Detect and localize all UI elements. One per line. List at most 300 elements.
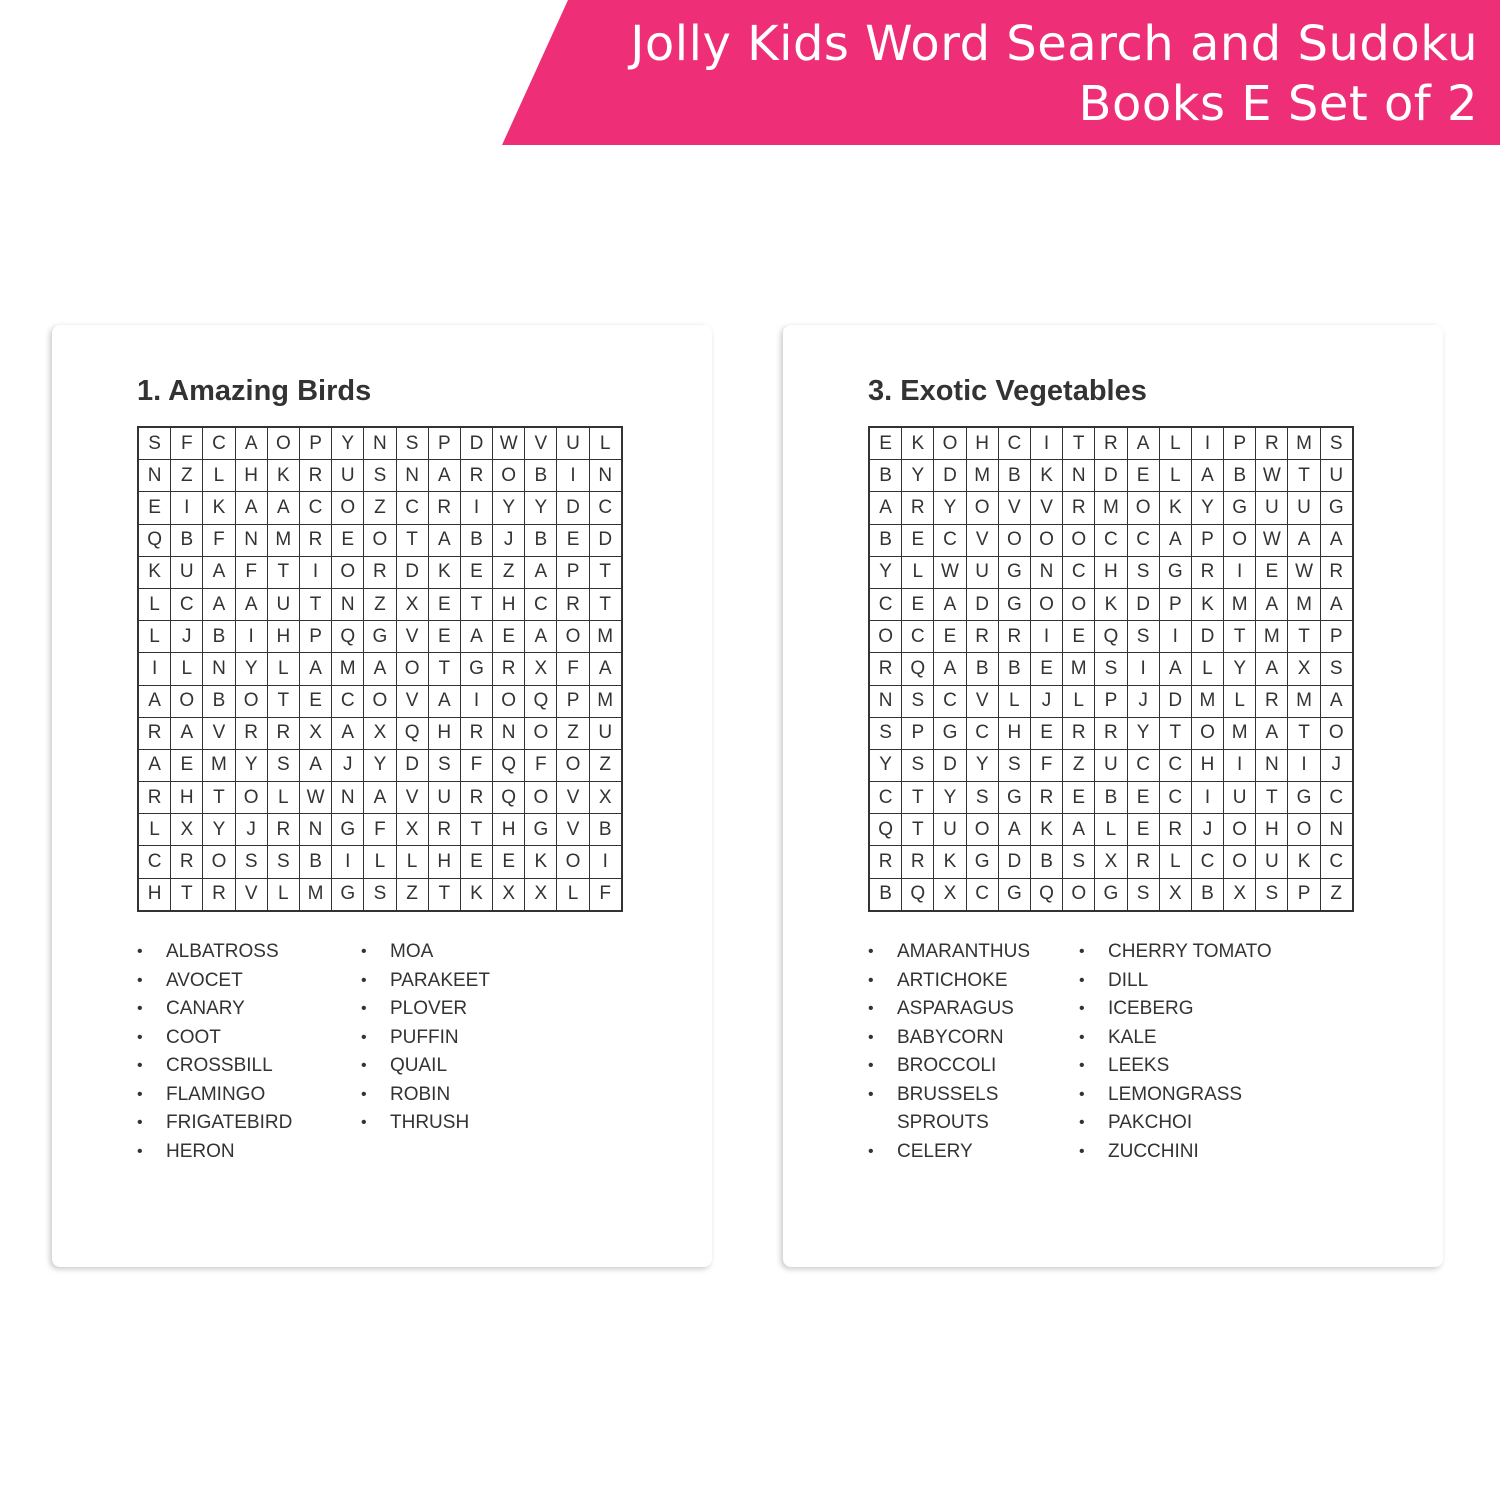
grid-cell: N	[589, 460, 622, 492]
grid-row	[869, 782, 1353, 814]
word-search-grid	[137, 426, 623, 912]
grid-cell: I	[1224, 556, 1256, 588]
grid-cell: M	[203, 749, 235, 781]
grid-cell: U	[557, 427, 589, 460]
grid-cell: S	[267, 846, 299, 878]
grid-cell: N	[235, 524, 267, 556]
grid-cell: E	[1127, 782, 1159, 814]
word-list-item: • AMARANTHUS	[868, 938, 1030, 967]
grid-cell: H	[966, 427, 998, 460]
word-list-item: • ZUCCHINI	[1079, 1138, 1272, 1167]
grid-cell: T	[203, 782, 235, 814]
grid-cell: A	[1320, 685, 1353, 717]
grid-cell: H	[428, 717, 460, 749]
grid-cell: I	[1030, 621, 1062, 653]
grid-cell: O	[203, 846, 235, 878]
grid-cell: G	[1320, 492, 1353, 524]
grid-cell: K	[203, 492, 235, 524]
grid-cell: O	[1030, 524, 1062, 556]
grid-row	[869, 492, 1353, 524]
grid-cell: F	[589, 878, 622, 911]
grid-cell: T	[428, 653, 460, 685]
word-list-item: • THRUSH	[361, 1109, 490, 1138]
grid-cell: Z	[364, 492, 396, 524]
grid-cell: K	[267, 460, 299, 492]
grid-cell: V	[966, 524, 998, 556]
grid-cell: Y	[332, 427, 364, 460]
grid-cell: R	[869, 653, 902, 685]
grid-cell: R	[1320, 556, 1353, 588]
word-list-item: • KALE	[1079, 1024, 1272, 1053]
grid-cell: V	[557, 814, 589, 846]
grid-cell: D	[460, 427, 492, 460]
title-banner	[0, 0, 1500, 145]
grid-cell: R	[299, 524, 331, 556]
grid-cell: U	[589, 717, 622, 749]
grid-cell: B	[998, 460, 1030, 492]
grid-cell: K	[460, 878, 492, 911]
grid-cell: D	[934, 749, 966, 781]
grid-cell: N	[203, 653, 235, 685]
word-list-item: • COOT	[137, 1024, 292, 1053]
grid-cell: Q	[493, 749, 525, 781]
grid-cell: Q	[332, 621, 364, 653]
grid-row	[138, 749, 622, 781]
grid-row	[138, 814, 622, 846]
grid-row	[138, 846, 622, 878]
grid-cell: H	[1095, 556, 1127, 588]
grid-cell: K	[1191, 588, 1223, 620]
grid-cell: T	[589, 588, 622, 620]
grid-cell: W	[1256, 460, 1288, 492]
grid-row	[138, 653, 622, 685]
grid-cell: O	[267, 427, 299, 460]
grid-cell: Y	[235, 653, 267, 685]
word-list-item: SPROUTS	[897, 1112, 989, 1133]
grid-row	[138, 782, 622, 814]
grid-cell: P	[1159, 588, 1191, 620]
grid-cell: E	[428, 588, 460, 620]
word-list-column-2	[361, 938, 490, 1138]
grid-cell: C	[869, 588, 902, 620]
grid-cell: G	[998, 878, 1030, 911]
grid-cell: C	[1127, 524, 1159, 556]
grid-cell: A	[934, 653, 966, 685]
grid-row	[138, 588, 622, 620]
puzzle-page-birds	[52, 325, 712, 1267]
grid-cell: K	[1030, 814, 1062, 846]
grid-cell: A	[1256, 717, 1288, 749]
grid-cell: K	[525, 846, 557, 878]
word-list-item: • BROCCOLI	[868, 1052, 1030, 1081]
grid-cell: S	[1127, 556, 1159, 588]
grid-cell: N	[396, 460, 428, 492]
grid-cell: A	[299, 653, 331, 685]
grid-cell: R	[902, 492, 934, 524]
grid-cell: E	[332, 524, 364, 556]
grid-cell: O	[1030, 588, 1062, 620]
grid-cell: B	[299, 846, 331, 878]
grid-cell: O	[493, 460, 525, 492]
grid-cell: S	[364, 878, 396, 911]
grid-cell: L	[396, 846, 428, 878]
grid-cell: E	[171, 749, 203, 781]
grid-cell: C	[1320, 782, 1353, 814]
grid-cell: R	[557, 588, 589, 620]
grid-cell: S	[869, 717, 902, 749]
grid-cell: G	[934, 717, 966, 749]
grid-cell: M	[1288, 588, 1320, 620]
grid-cell: F	[1030, 749, 1062, 781]
grid-row	[869, 685, 1353, 717]
grid-cell: A	[1191, 460, 1223, 492]
grid-cell: O	[1224, 846, 1256, 878]
grid-cell: C	[203, 427, 235, 460]
grid-cell: R	[1191, 556, 1223, 588]
grid-cell: T	[460, 588, 492, 620]
grid-cell: A	[1063, 814, 1095, 846]
grid-cell: S	[364, 460, 396, 492]
grid-cell: S	[1320, 653, 1353, 685]
grid-cell: O	[966, 814, 998, 846]
grid-cell: E	[1127, 460, 1159, 492]
grid-cell: G	[998, 782, 1030, 814]
grid-cell: H	[1191, 749, 1223, 781]
grid-cell: Y	[1224, 653, 1256, 685]
grid-cell: J	[1191, 814, 1223, 846]
grid-cell: I	[1288, 749, 1320, 781]
grid-cell: X	[525, 878, 557, 911]
grid-cell: O	[869, 621, 902, 653]
grid-cell: K	[1030, 460, 1062, 492]
grid-row	[138, 460, 622, 492]
grid-cell: P	[557, 556, 589, 588]
grid-cell: Y	[966, 749, 998, 781]
grid-cell: Q	[1095, 621, 1127, 653]
grid-row	[869, 749, 1353, 781]
grid-cell: G	[1288, 782, 1320, 814]
grid-cell: F	[557, 653, 589, 685]
grid-cell: Q	[396, 717, 428, 749]
grid-cell: N	[1030, 556, 1062, 588]
grid-row	[138, 524, 622, 556]
grid-cell: V	[396, 782, 428, 814]
grid-cell: T	[267, 685, 299, 717]
grid-cell: H	[171, 782, 203, 814]
word-list-item: • ROBIN	[361, 1081, 490, 1110]
grid-cell: B	[869, 878, 902, 911]
grid-cell: C	[966, 717, 998, 749]
grid-cell: R	[493, 653, 525, 685]
grid-cell: C	[1127, 749, 1159, 781]
grid-cell: U	[267, 588, 299, 620]
banner-title-line2: Books E Set of 2	[1078, 76, 1478, 132]
grid-row	[869, 427, 1353, 460]
grid-cell: A	[1159, 524, 1191, 556]
grid-cell: O	[1127, 492, 1159, 524]
grid-row	[138, 556, 622, 588]
grid-cell: N	[364, 427, 396, 460]
grid-cell: R	[1063, 717, 1095, 749]
grid-cell: D	[1127, 588, 1159, 620]
grid-cell: L	[902, 556, 934, 588]
grid-row	[138, 878, 622, 911]
grid-cell: V	[557, 782, 589, 814]
grid-cell: A	[1320, 588, 1353, 620]
grid-cell: S	[428, 749, 460, 781]
grid-cell: A	[1320, 524, 1353, 556]
grid-cell: A	[235, 492, 267, 524]
word-list-item: • LEEKS	[1079, 1052, 1272, 1081]
grid-cell: O	[934, 427, 966, 460]
grid-cell: A	[332, 717, 364, 749]
grid-cell: O	[557, 621, 589, 653]
word-list-item: • ARTICHOKE	[868, 967, 1030, 996]
grid-cell: T	[460, 814, 492, 846]
grid-cell: C	[1159, 749, 1191, 781]
grid-cell: C	[966, 878, 998, 911]
grid-cell: O	[364, 524, 396, 556]
grid-cell: P	[1191, 524, 1223, 556]
grid-cell: X	[1224, 878, 1256, 911]
grid-cell: Z	[589, 749, 622, 781]
grid-cell: H	[235, 460, 267, 492]
grid-cell: T	[1159, 717, 1191, 749]
grid-cell: N	[1063, 460, 1095, 492]
grid-row	[869, 878, 1353, 911]
grid-cell: O	[998, 524, 1030, 556]
grid-cell: A	[869, 492, 902, 524]
grid-cell: I	[460, 492, 492, 524]
grid-cell: Z	[171, 460, 203, 492]
grid-cell: A	[525, 621, 557, 653]
grid-cell: E	[1256, 556, 1288, 588]
grid-cell: U	[332, 460, 364, 492]
grid-cell: O	[1063, 878, 1095, 911]
grid-cell: L	[998, 685, 1030, 717]
word-list-item: • CROSSBILL	[137, 1052, 292, 1081]
grid-cell: C	[934, 685, 966, 717]
grid-cell: T	[428, 878, 460, 911]
grid-row	[869, 588, 1353, 620]
grid-cell: R	[1095, 427, 1127, 460]
grid-cell: L	[138, 621, 171, 653]
grid-cell: E	[1030, 653, 1062, 685]
puzzle-title: 1. Amazing Birds	[137, 375, 372, 407]
grid-cell: A	[203, 588, 235, 620]
grid-cell: B	[589, 814, 622, 846]
grid-cell: R	[428, 814, 460, 846]
grid-cell: N	[299, 814, 331, 846]
grid-cell: V	[1030, 492, 1062, 524]
grid-cell: N	[332, 588, 364, 620]
grid-cell: Q	[525, 685, 557, 717]
grid-cell: H	[138, 878, 171, 911]
grid-cell: X	[493, 878, 525, 911]
grid-cell: L	[1095, 814, 1127, 846]
grid-cell: O	[525, 717, 557, 749]
word-list-item: • FLAMINGO	[137, 1081, 292, 1110]
grid-cell: Y	[902, 460, 934, 492]
grid-cell: E	[557, 524, 589, 556]
grid-cell: C	[998, 427, 1030, 460]
grid-cell: M	[1288, 427, 1320, 460]
grid-cell: X	[1159, 878, 1191, 911]
grid-cell: M	[589, 621, 622, 653]
word-list-item: • PAKCHOI	[1079, 1109, 1272, 1138]
grid-cell: Q	[902, 653, 934, 685]
word-list-column-1	[868, 938, 1030, 1166]
grid-cell: T	[171, 878, 203, 911]
grid-cell: O	[1191, 717, 1223, 749]
grid-cell: O	[1063, 588, 1095, 620]
word-list-item: • CANARY	[137, 995, 292, 1024]
grid-cell: L	[1191, 653, 1223, 685]
grid-cell: R	[1159, 814, 1191, 846]
grid-cell: B	[869, 460, 902, 492]
grid-cell: A	[267, 492, 299, 524]
grid-cell: G	[1095, 878, 1127, 911]
grid-cell: W	[1256, 524, 1288, 556]
grid-cell: U	[966, 556, 998, 588]
grid-cell: O	[493, 685, 525, 717]
grid-cell: L	[1159, 846, 1191, 878]
grid-cell: R	[998, 621, 1030, 653]
grid-cell: A	[235, 427, 267, 460]
grid-cell: T	[1288, 717, 1320, 749]
grid-cell: S	[1320, 427, 1353, 460]
grid-cell: Z	[396, 878, 428, 911]
grid-cell: S	[1256, 878, 1288, 911]
grid-cell: N	[138, 460, 171, 492]
grid-cell: U	[1256, 492, 1288, 524]
grid-cell: J	[1030, 685, 1062, 717]
grid-cell: R	[428, 492, 460, 524]
grid-row	[138, 621, 622, 653]
grid-cell: O	[1224, 814, 1256, 846]
word-list-item: • PUFFIN	[361, 1024, 490, 1053]
grid-cell: O	[1224, 524, 1256, 556]
grid-cell: V	[525, 427, 557, 460]
grid-cell: S	[998, 749, 1030, 781]
grid-cell: O	[1063, 524, 1095, 556]
grid-cell: C	[1095, 524, 1127, 556]
grid-cell: K	[934, 846, 966, 878]
grid-cell: A	[428, 460, 460, 492]
grid-cell: A	[364, 653, 396, 685]
grid-cell: L	[267, 653, 299, 685]
grid-cell: E	[869, 427, 902, 460]
grid-cell: S	[1127, 621, 1159, 653]
grid-cell: A	[1159, 653, 1191, 685]
grid-row	[138, 717, 622, 749]
word-list-item: • CELERY	[868, 1138, 1030, 1167]
grid-cell: Y	[203, 814, 235, 846]
grid-cell: R	[460, 782, 492, 814]
grid-cell: Y	[525, 492, 557, 524]
grid-cell: H	[493, 814, 525, 846]
grid-cell: D	[396, 749, 428, 781]
grid-cell: V	[396, 621, 428, 653]
grid-cell: R	[171, 846, 203, 878]
grid-cell: R	[902, 846, 934, 878]
grid-cell: S	[1095, 653, 1127, 685]
grid-cell: I	[1191, 782, 1223, 814]
grid-cell: A	[299, 749, 331, 781]
grid-cell: U	[934, 814, 966, 846]
grid-cell: S	[267, 749, 299, 781]
grid-cell: I	[171, 492, 203, 524]
grid-cell: K	[902, 427, 934, 460]
word-list-item: • BRUSSELS	[868, 1081, 1030, 1110]
grid-cell: R	[460, 460, 492, 492]
grid-cell: F	[171, 427, 203, 460]
grid-cell: U	[1095, 749, 1127, 781]
grid-cell: X	[171, 814, 203, 846]
grid-cell: A	[1256, 588, 1288, 620]
grid-cell: L	[589, 427, 622, 460]
grid-cell: E	[299, 685, 331, 717]
grid-cell: M	[1063, 653, 1095, 685]
grid-cell: C	[525, 588, 557, 620]
grid-cell: P	[1320, 621, 1353, 653]
grid-cell: T	[902, 782, 934, 814]
grid-cell: A	[235, 588, 267, 620]
grid-cell: Y	[235, 749, 267, 781]
grid-cell: B	[203, 685, 235, 717]
grid-row	[869, 621, 1353, 653]
puzzle-page-vegetables	[783, 325, 1443, 1267]
grid-cell: P	[1288, 878, 1320, 911]
grid-cell: X	[396, 588, 428, 620]
grid-cell: E	[138, 492, 171, 524]
banner-title	[630, 14, 1478, 134]
grid-cell: J	[1320, 749, 1353, 781]
grid-cell: O	[235, 782, 267, 814]
grid-cell: H	[493, 588, 525, 620]
grid-cell: U	[171, 556, 203, 588]
grid-cell: R	[1063, 492, 1095, 524]
grid-cell: I	[1030, 427, 1062, 460]
grid-cell: D	[1159, 685, 1191, 717]
grid-cell: O	[332, 492, 364, 524]
grid-cell: G	[525, 814, 557, 846]
grid-cell: Y	[869, 556, 902, 588]
grid-cell: B	[1224, 460, 1256, 492]
grid-cell: L	[138, 588, 171, 620]
grid-cell: L	[1063, 685, 1095, 717]
grid-cell: T	[267, 556, 299, 588]
grid-cell: L	[203, 460, 235, 492]
grid-cell: O	[966, 492, 998, 524]
grid-cell: Y	[364, 749, 396, 781]
grid-cell: R	[1127, 846, 1159, 878]
grid-cell: N	[869, 685, 902, 717]
grid-cell: L	[364, 846, 396, 878]
grid-cell: E	[902, 588, 934, 620]
grid-cell: P	[902, 717, 934, 749]
word-list-column-2	[1079, 938, 1272, 1166]
grid-cell: Y	[1191, 492, 1223, 524]
grid-cell: T	[589, 556, 622, 588]
grid-cell: K	[1159, 492, 1191, 524]
grid-cell: E	[902, 524, 934, 556]
grid-cell: M	[1256, 621, 1288, 653]
grid-cell: X	[1288, 653, 1320, 685]
grid-cell: A	[1256, 653, 1288, 685]
grid-row	[138, 427, 622, 460]
grid-cell: J	[1127, 685, 1159, 717]
